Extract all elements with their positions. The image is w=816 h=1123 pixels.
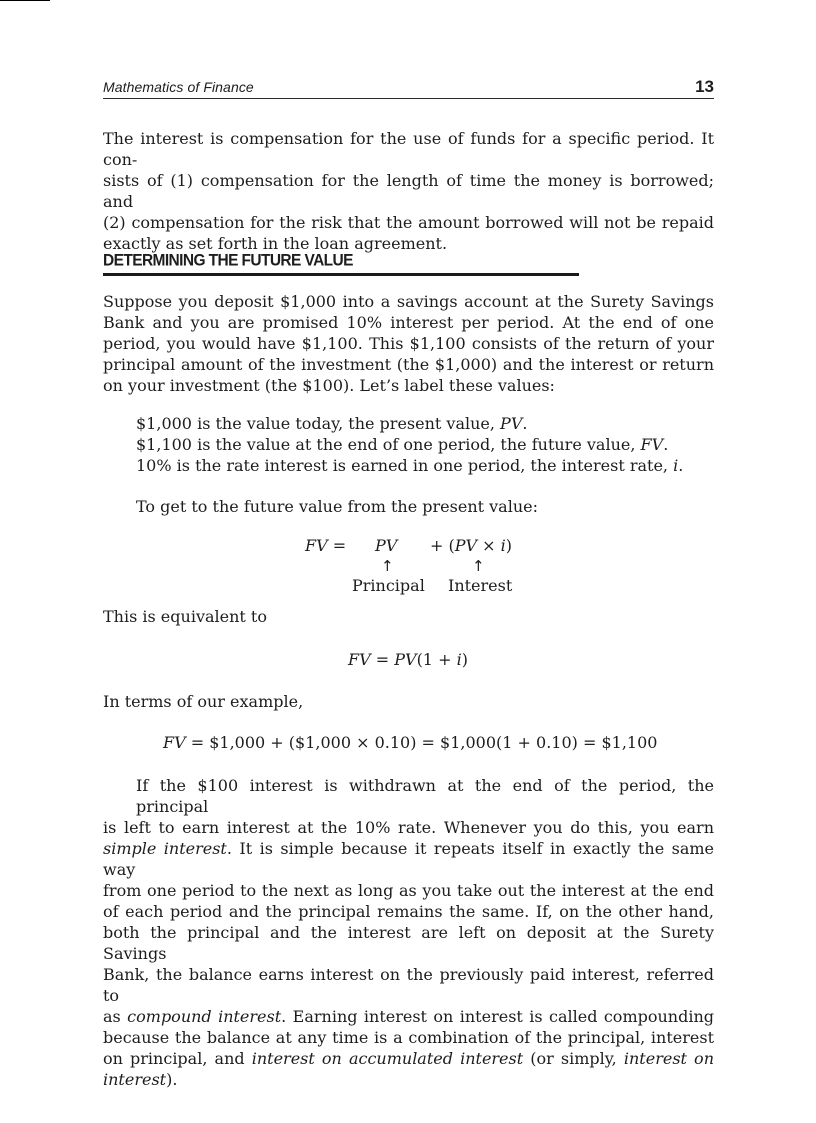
final-line: from one period to the next as long as you take out the interest at the end <box>103 881 714 900</box>
eq1-interest-term <box>430 536 512 555</box>
intro-line: sists of (1) compensation for the length of time the money is borrowed; and <box>103 171 714 211</box>
principal-arrow-icon: ↑ <box>381 557 394 575</box>
final-paragraph <box>103 775 714 1090</box>
equation-2 <box>348 650 468 669</box>
final-line <box>103 838 714 880</box>
definition-pv <box>136 413 527 434</box>
definition-end: . <box>663 435 669 454</box>
definition-end: . <box>522 414 528 433</box>
example-text: In terms of our example, <box>103 692 304 711</box>
intro-line: (2) compensation for the risk that the amount borrowed will not be repaid <box>103 213 714 232</box>
running-header <box>103 78 714 99</box>
intro-line: exactly as set forth in the loan agreement. <box>103 234 448 253</box>
running-title: Mathematics of Finance <box>103 79 254 95</box>
example-line: Bank and you are promised 10% interest per period. At the end of one <box>103 313 714 332</box>
definition-symbol: i <box>673 456 679 475</box>
eq2-pv: PV <box>394 650 417 669</box>
eq1-equals: = <box>332 536 347 555</box>
term-accumulated-interest: interest on accumulated interest <box>251 1049 524 1068</box>
definition-i <box>136 455 683 476</box>
final-line <box>103 1069 714 1090</box>
term-interest: interest <box>103 1070 167 1089</box>
example-line: on your investment (the $100). Let’s label these values: <box>103 376 555 395</box>
example-line: principal amount of the investment (the $1,000) and the interest or return <box>103 355 714 374</box>
eq1-close: ) <box>505 536 513 555</box>
final-line <box>103 1006 714 1027</box>
final-line-text: (or simply, <box>523 1049 624 1068</box>
final-line: is left to earn interest at the 10% rate. Whenever you do this, you earn <box>103 818 714 837</box>
final-line-text: . It is simple because it repeats itself in exactly the same way <box>103 839 715 879</box>
eq2-fv: FV <box>348 650 371 669</box>
definition-text: $1,000 is the value today, the present value, <box>136 414 501 433</box>
final-line-text: on principal, and <box>103 1049 252 1068</box>
section-heading-text: DETERMINING THE FUTURE VALUE <box>103 251 353 270</box>
example-line: period, you would have $1,100. This $1,100 consists of the return of your <box>103 334 714 353</box>
definition-fv <box>136 434 668 455</box>
definition-symbol: PV <box>500 414 523 433</box>
section-heading <box>103 252 579 276</box>
definition-end: . <box>678 456 684 475</box>
interest-arrow-icon: ↑ <box>472 557 485 575</box>
principal-label: Principal <box>352 576 425 595</box>
final-line-text: ). <box>166 1070 178 1089</box>
final-line: Bank, the balance earns interest on the previously paid interest, referred to <box>103 965 714 1005</box>
final-line: If the $100 interest is withdrawn at the end of the period, the principal <box>136 776 714 816</box>
definition-text: $1,100 is the value at the end of one period, the future value, <box>136 435 641 454</box>
final-line: because the balance at any time is a combination of the principal, interest <box>103 1028 714 1047</box>
eq3-rest: = $1,000 + ($1,000 × 0.10) = $1,000(1 + 0.10) = $1,100 <box>185 733 658 752</box>
equation-3 <box>163 733 657 752</box>
eq2-open: (1 + <box>416 650 457 669</box>
eq1-plus: + ( <box>430 536 455 555</box>
final-line: both the principal and the interest are left on deposit at the Surety Savings <box>103 923 714 963</box>
eq1-times: × <box>477 536 501 555</box>
term-compound-interest: compound interest <box>127 1007 282 1026</box>
definition-symbol: FV <box>640 435 664 454</box>
eq1-i: i <box>500 536 506 555</box>
equation-1-lhs <box>305 536 346 555</box>
final-line <box>103 1048 714 1069</box>
page-number: 13 <box>695 77 714 96</box>
term-interest-on: interest on <box>623 1049 714 1068</box>
intro-paragraph <box>103 128 714 254</box>
example-line: Suppose you deposit $1,000 into a savings account at the Surety Savings <box>103 292 714 311</box>
corner-crop-mark <box>0 0 50 1</box>
final-line-text: as <box>103 1007 128 1026</box>
eq3-fv: FV <box>163 733 186 752</box>
eq1-pv2: PV <box>454 536 478 555</box>
definition-text: 10% is the rate interest is earned in one period, the interest rate, <box>136 456 674 475</box>
interest-label: Interest <box>448 576 513 595</box>
equivalent-text: This is equivalent to <box>103 607 267 626</box>
eq2-close: ) <box>461 650 468 669</box>
lead-in-text: To get to the future value from the present value: <box>136 497 538 516</box>
eq2-i: i <box>456 650 462 669</box>
term-simple-interest: simple interest <box>103 839 227 858</box>
final-line: of each period and the principal remains the same. If, on the other hand, <box>103 902 714 921</box>
intro-line: The interest is compensation for the use of funds for a specific period. It con- <box>103 129 714 169</box>
eq1-fv: FV <box>305 536 328 555</box>
eq2-equals: = <box>370 650 395 669</box>
example-paragraph <box>103 291 714 396</box>
final-line-text: . Earning interest on interest is called compounding <box>281 1007 714 1026</box>
eq1-pv: PV <box>375 536 398 555</box>
